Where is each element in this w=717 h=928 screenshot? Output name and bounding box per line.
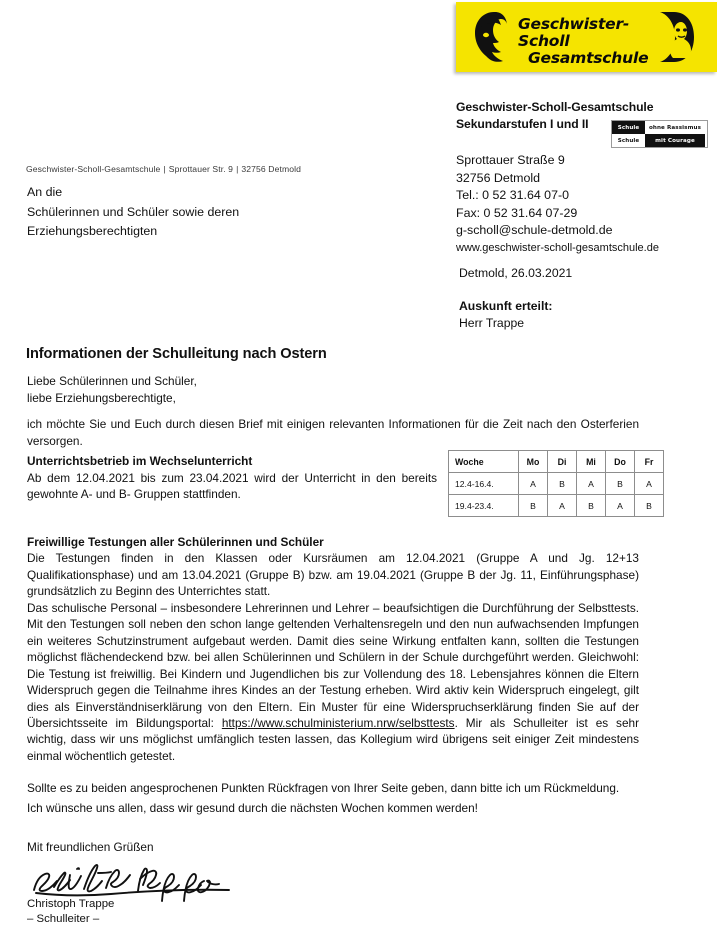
- section2-p2-after-link: . Mir als Schulleiter ist es sehr wichtig, dass wir uns möglichst umfänglich testen lassen, das Kollegium wird übrigens seit einiger Zeit mindestens einmal wöchentlich getestet.: [27, 715, 640, 763]
- wechselunterricht-schedule-table: [448, 450, 664, 517]
- logo-line-1: Geschwister-Scholl: [518, 15, 630, 50]
- information-contact-label: Auskunft erteilt:: [459, 299, 553, 313]
- contact-website: www.geschwister-scholl-gesamtschule.de: [456, 241, 659, 254]
- contact-email: g-scholl@schule-detmold.de: [456, 223, 613, 238]
- closing-line-2: Ich wünsche uns allen, dass wir gesund durch die nächsten Wochen kommen werden!: [27, 801, 478, 815]
- badge-row2-value: mit Courage: [645, 134, 705, 147]
- section-wechselunterricht: [27, 453, 437, 503]
- contact-telephone: Tel.: 0 52 31.64 07-0: [456, 188, 569, 203]
- row2-fr: B: [635, 495, 664, 517]
- school-name-line-1: Geschwister-Scholl-Gesamtschule: [456, 100, 654, 114]
- section-freiwillige-testungen: [27, 534, 639, 764]
- handwritten-signature-icon: [26, 855, 256, 903]
- recipient-line-1: An die: [27, 185, 63, 199]
- header-mo: Mo: [519, 451, 548, 473]
- letter-date: Detmold, 26.03.2021: [459, 265, 573, 280]
- header-fr: Fr: [635, 451, 664, 473]
- section2-p2-before-link: Das schulische Personal – insbesondere Lehrerinnen und Lehrer – beaufsichtigen die Durchführung der Selbsttests. Mit den Testungen soll neben den schon lange geltenden Verhaltensregeln und den nun aufwachsenden Impfungen ein weiteres Schutzinstrument aufgebaut werden. Damit dies seine Wirkung entfalten kann, sollten die Testungen möglichst flächendeckend bzw. bei allen Schülerinnen und Schülern in der Schule durchgeführt werden. Gleichwohl: Die Testung ist freiwillig. Bei Kindern und Jugendlichen bis zur Vollendung des 18. Lebensjahres können die Eltern Widerspruch gegen die Teilnahme ihres Kindes an der Testung erheben. Wird aktiv kein Widerspruch eingelegt, gilt dies als Einverständniserklärung von den Eltern. Ein Muster für eine Widerspruchserklärung finden Sie auf der Übersichtsseite im Bildungsportal:: [27, 600, 639, 730]
- row2-mo: B: [519, 495, 548, 517]
- signer-block: [27, 897, 114, 927]
- signer-name: Christoph Trappe: [27, 898, 115, 910]
- school-contact-block: [456, 152, 717, 282]
- schulministerium-selbsttests-link[interactable]: https://www.schulministerium.nrw/selbsttests: [221, 715, 455, 730]
- intro-paragraph: ich möchte Sie und Euch durch diesen Brief mit einigen relevanten Informationen für die Zeit nach den Osterferien versorgen.: [27, 417, 639, 448]
- badge-row-1: [612, 121, 707, 134]
- signer-role: – Schulleiter –: [27, 913, 100, 925]
- section1-text: Ab dem 12.04.2021 bis zum 23.04.2021 wird der Unterricht in den bereits gewohnte A- und B- Gruppen stattfinden.: [27, 470, 437, 501]
- information-contact-block: [459, 298, 717, 332]
- row1-do: B: [606, 473, 635, 495]
- regards-line: Mit freundlichen Grüßen: [27, 840, 154, 854]
- salutation-block: [27, 373, 197, 406]
- closing-paragraph-block: [27, 778, 639, 818]
- header-do: Do: [606, 451, 635, 473]
- section2-heading: Freiwillige Testungen aller Schülerinnen und Schüler: [27, 535, 324, 549]
- sender-city: 32756 Detmold: [241, 164, 301, 174]
- row2-di: A: [548, 495, 577, 517]
- sender-separator-1: |: [163, 164, 166, 174]
- sender-street: Sprottauer Str. 9: [168, 164, 234, 174]
- row1-mo: A: [519, 473, 548, 495]
- schule-ohne-rassismus-badge: [611, 120, 708, 148]
- letter-subject-title: Informationen der Schulleitung nach Ostern: [26, 346, 327, 362]
- row2-do: A: [606, 495, 635, 517]
- section2-paragraph-2: [27, 600, 639, 765]
- header-di: Di: [548, 451, 577, 473]
- recipient-line-3: Erziehungsberechtigten: [27, 224, 158, 238]
- row2-mi: B: [577, 495, 606, 517]
- hans-scholl-portrait-icon: [470, 10, 516, 64]
- section1-heading: Unterrichtsbetrieb im Wechselunterricht: [27, 454, 253, 468]
- section2-paragraph-1: Die Testungen finden in den Klassen oder Kursräumen am 12.04.2021 (Gruppe A und Jg. 12+13 Qualifikationsphase) und am 13.04.2021 (Gruppe B) bzw. am 19.04.2021 (Gruppe B der Jg. 11, Einführungsphase) grundsätzlich zu Beginn des Unterrichtes statt.: [27, 551, 639, 599]
- row1-di: B: [548, 473, 577, 495]
- row1-fr: A: [635, 473, 664, 495]
- row2-week: 19.4-23.4.: [449, 495, 519, 517]
- table-header-row: [449, 451, 664, 473]
- header-woche: Woche: [449, 451, 519, 473]
- recipient-address-block: [27, 183, 239, 242]
- row1-mi: A: [577, 473, 606, 495]
- sender-separator-2: |: [236, 164, 239, 174]
- recipient-line-2: Schülerinnen und Schüler sowie deren: [27, 204, 240, 219]
- information-contact-person: Herr Trappe: [459, 316, 525, 330]
- salutation-line-1: Liebe Schülerinnen und Schüler,: [27, 374, 197, 388]
- badge-row1-value: ohne Rassismus: [645, 121, 705, 134]
- badge-row2-key: Schule: [612, 134, 645, 147]
- sender-school: Geschwister-Scholl-Gesamtschule: [26, 164, 161, 174]
- badge-row1-key: Schule: [612, 121, 645, 134]
- sophie-scholl-portrait-icon: [654, 10, 698, 64]
- salutation-line-2: liebe Erziehungsberechtigte,: [27, 390, 176, 405]
- logo-wordmark: [518, 16, 658, 67]
- school-name-line-2: Sekundarstufen I und II: [456, 116, 589, 131]
- contact-street: Sprottauer Straße 9: [456, 153, 565, 167]
- header-mi: Mi: [577, 451, 606, 473]
- contact-city: 32756 Detmold: [456, 170, 541, 185]
- school-logo-banner: [456, 2, 717, 72]
- row1-week: 12.4-16.4.: [449, 473, 519, 495]
- table-row: [449, 473, 664, 495]
- contact-fax: Fax: 0 52 31.64 07-29: [456, 205, 578, 220]
- badge-row-2: [612, 134, 707, 147]
- logo-line-2: Gesamtschule: [528, 49, 649, 67]
- closing-line-1: Sollte es zu beiden angesprochenen Punkten Rückfragen von Ihrer Seite geben, dann bitte ich um Rückmeldung.: [27, 781, 620, 795]
- table-row: [449, 495, 664, 517]
- sender-return-address: [26, 164, 301, 174]
